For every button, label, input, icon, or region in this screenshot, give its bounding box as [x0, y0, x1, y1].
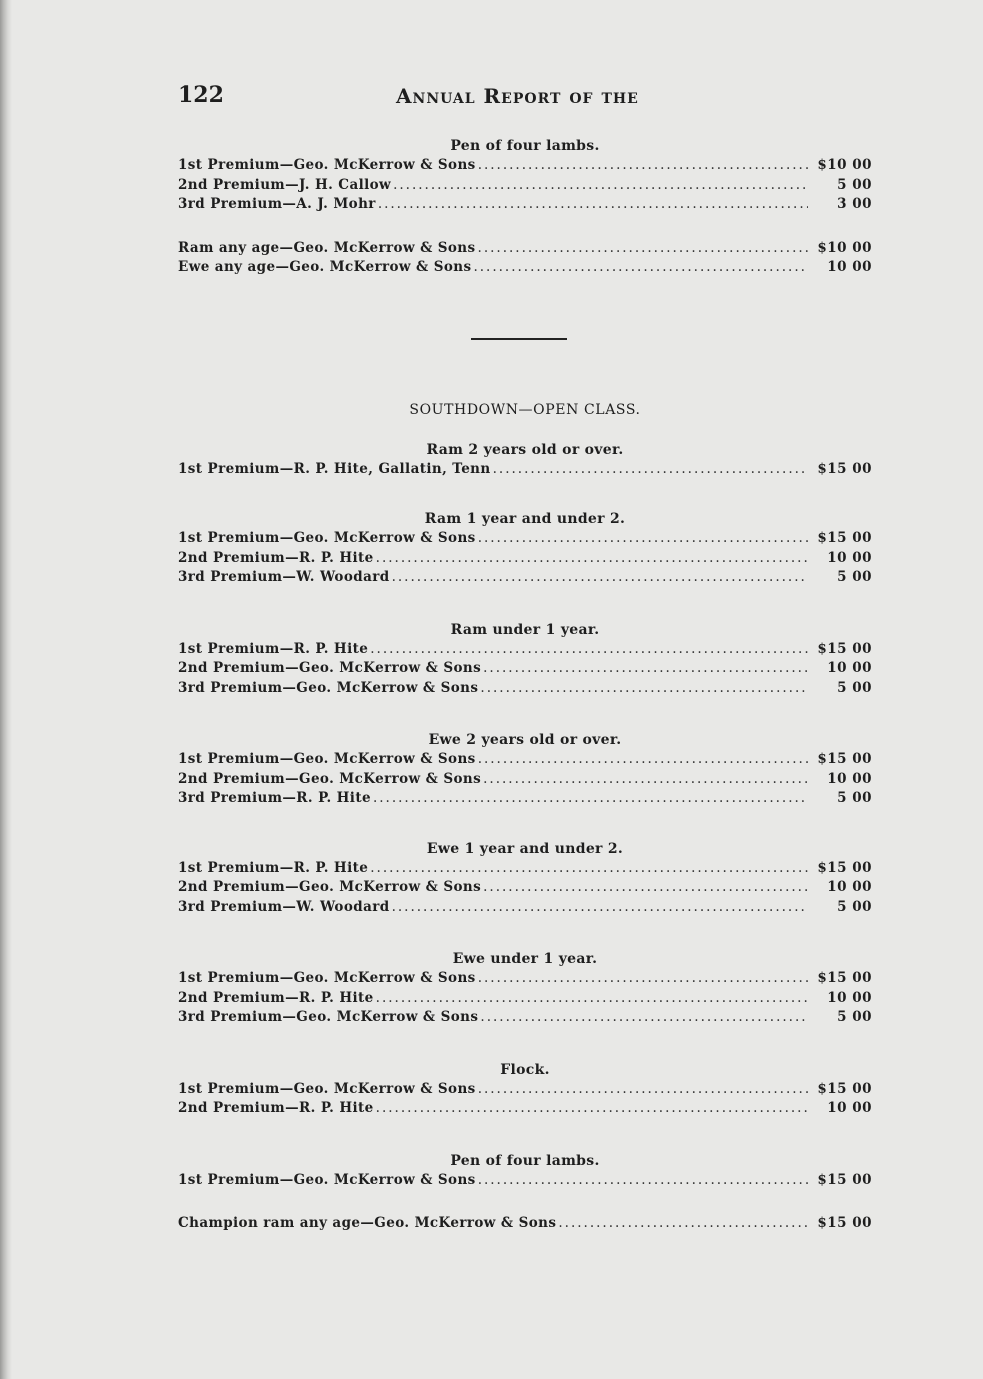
dot-leader: [376, 1099, 808, 1119]
premium-row: [178, 1099, 872, 1119]
premium-amount: 10 00: [827, 770, 872, 787]
premium-amount: $10 00: [817, 239, 872, 256]
premium-row: [178, 176, 872, 196]
premium-label: 1st Premium—Geo. McKerrow & Sons: [178, 970, 476, 986]
premium-label: 3rd Premium—A. J. Mohr: [178, 196, 376, 212]
premium-label: 1st Premium—R. P. Hite, Gallatin, Tenn: [178, 460, 491, 477]
premium-amount: 5 00: [837, 569, 872, 585]
premium-row: [178, 989, 872, 1009]
premium-label: 3rd Premium—W. Woodard: [178, 898, 390, 915]
premium-amount: $15 00: [817, 530, 872, 546]
premium-label: 1st Premium—Geo. McKerrow & Sons: [178, 157, 476, 173]
premium-label: 1st Premium—Geo. McKerrow & Sons: [178, 1171, 476, 1188]
premium-row: [178, 679, 872, 699]
premium-label: 2nd Premium—Geo. McKerrow & Sons: [178, 660, 482, 676]
page-number: 122: [178, 82, 224, 108]
section-heading: Ewe 1 year and under 2.: [426, 840, 624, 857]
dot-leader: [493, 460, 808, 480]
premium-amount: 10 00: [827, 989, 872, 1006]
dot-leader: [376, 549, 808, 569]
premium-row: [178, 898, 872, 918]
premium-row: [178, 156, 872, 176]
dot-leader: [392, 568, 808, 588]
premium-row: [178, 258, 872, 278]
premium-row: [178, 460, 872, 480]
premium-amount: $15 00: [817, 1171, 872, 1188]
premium-amount: 10 00: [827, 1100, 872, 1116]
premium-row: [178, 1008, 872, 1028]
premium-row: [178, 1080, 872, 1100]
dot-leader: [478, 239, 808, 259]
page: [178, 82, 872, 1234]
section-heading: Ewe 2 years old or over.: [428, 732, 622, 748]
premium-amount: $15 00: [817, 460, 872, 477]
premium-label: 1st Premium—Geo. McKerrow & Sons: [178, 1080, 476, 1097]
premium-label: 2nd Premium—Geo. McKerrow & Sons: [178, 879, 482, 895]
premium-label: 2nd Premium—R. P. Hite: [178, 549, 374, 566]
premium-label: Ewe any age—Geo. McKerrow & Sons: [178, 259, 472, 275]
dot-leader: [378, 195, 808, 215]
dot-leader: [370, 640, 808, 660]
running-head: Annual Report of the: [396, 84, 639, 108]
dot-leader: [478, 750, 808, 770]
premium-row: [178, 568, 872, 588]
champion-label: Champion ram any age—Geo. McKerrow & Sons: [178, 1215, 557, 1231]
dot-leader: [483, 770, 808, 790]
premium-label: 2nd Premium—R. P. Hite: [178, 1100, 374, 1116]
dot-leader: [483, 878, 808, 898]
dot-leader: [478, 1171, 808, 1191]
section-heading: Pen of four lambs.: [450, 1152, 600, 1169]
premium-row: [178, 750, 872, 770]
premium-list: [178, 156, 872, 215]
dot-leader: [478, 969, 808, 989]
dot-leader: [370, 859, 808, 879]
premium-row: [178, 239, 872, 259]
premium-label: 2nd Premium—J. H. Callow: [178, 176, 392, 193]
premium-label: 2nd Premium—Geo. McKerrow & Sons: [178, 770, 482, 787]
premium-list: [178, 239, 872, 278]
champion-row: [178, 1214, 872, 1234]
premium-row: [178, 529, 872, 549]
dot-leader: [392, 898, 808, 918]
premium-amount: 5 00: [837, 1009, 872, 1025]
premium-label: 1st Premium—R. P. Hite: [178, 640, 369, 657]
premium-amount: 10 00: [827, 259, 872, 275]
dot-leader: [473, 258, 808, 278]
premium-row: [178, 969, 872, 989]
section-heading: Ram 2 years old or over.: [426, 441, 624, 458]
section-heading: Ewe under 1 year.: [452, 951, 598, 967]
premium-amount: $15 00: [817, 859, 872, 876]
premium-row: [178, 878, 872, 898]
premium-amount: 5 00: [837, 679, 872, 696]
premium-label: 1st Premium—R. P. Hite: [178, 859, 369, 876]
premium-row: [178, 789, 872, 809]
premium-row: [178, 659, 872, 679]
premium-label: Ram any age—Geo. McKerrow & Sons: [178, 239, 476, 256]
section-heading: Ram under 1 year.: [450, 621, 600, 638]
page-header: [178, 82, 872, 118]
premium-label: 1st Premium—Geo. McKerrow & Sons: [178, 751, 476, 767]
dot-leader: [478, 529, 808, 549]
premium-row: [178, 770, 872, 790]
premium-row: [178, 195, 872, 215]
premium-label: 3rd Premium—Geo. McKerrow & Sons: [178, 679, 479, 696]
class-title: SOUTHDOWN—OPEN CLASS.: [409, 401, 641, 418]
dot-leader: [480, 679, 808, 699]
premium-amount: $15 00: [817, 640, 872, 657]
spacer: [178, 215, 872, 239]
premium-label: 2nd Premium—R. P. Hite: [178, 989, 374, 1006]
section-heading: Flock.: [500, 1061, 550, 1078]
section-heading: Pen of four lambs.: [450, 138, 600, 154]
premium-row: [178, 859, 872, 879]
section-divider-rule: [471, 338, 567, 340]
premium-amount: $15 00: [817, 970, 872, 986]
premium-amount: 10 00: [827, 549, 872, 566]
premium-amount: $10 00: [817, 157, 872, 173]
dot-leader: [480, 1008, 808, 1028]
premium-amount: 5 00: [837, 790, 872, 806]
dot-leader: [373, 789, 808, 809]
premium-label: 3rd Premium—R. P. Hite: [178, 790, 371, 806]
dot-leader: [558, 1214, 808, 1234]
book-spine-shadow: [0, 0, 12, 1379]
section-heading: Ram 1 year and under 2.: [424, 511, 626, 527]
premium-label: 3rd Premium—Geo. McKerrow & Sons: [178, 1009, 479, 1025]
dot-leader: [393, 176, 808, 196]
premium-amount: 3 00: [837, 196, 872, 212]
dot-leader: [478, 1080, 808, 1100]
premium-label: 1st Premium—Geo. McKerrow & Sons: [178, 530, 476, 546]
dot-leader: [483, 659, 808, 679]
premium-amount: $15 00: [817, 751, 872, 767]
premium-amount: 5 00: [837, 898, 872, 915]
premium-amount: 10 00: [827, 660, 872, 676]
premium-amount: 5 00: [837, 176, 872, 193]
dot-leader: [376, 989, 808, 1009]
champion-amount: $15 00: [817, 1215, 872, 1231]
premium-label: 3rd Premium—W. Woodard: [178, 569, 390, 585]
premium-row: [178, 640, 872, 660]
premium-row: [178, 549, 872, 569]
premium-amount: 10 00: [827, 879, 872, 895]
dot-leader: [478, 156, 808, 176]
premium-amount: $15 00: [817, 1080, 872, 1097]
premium-row: [178, 1171, 872, 1191]
